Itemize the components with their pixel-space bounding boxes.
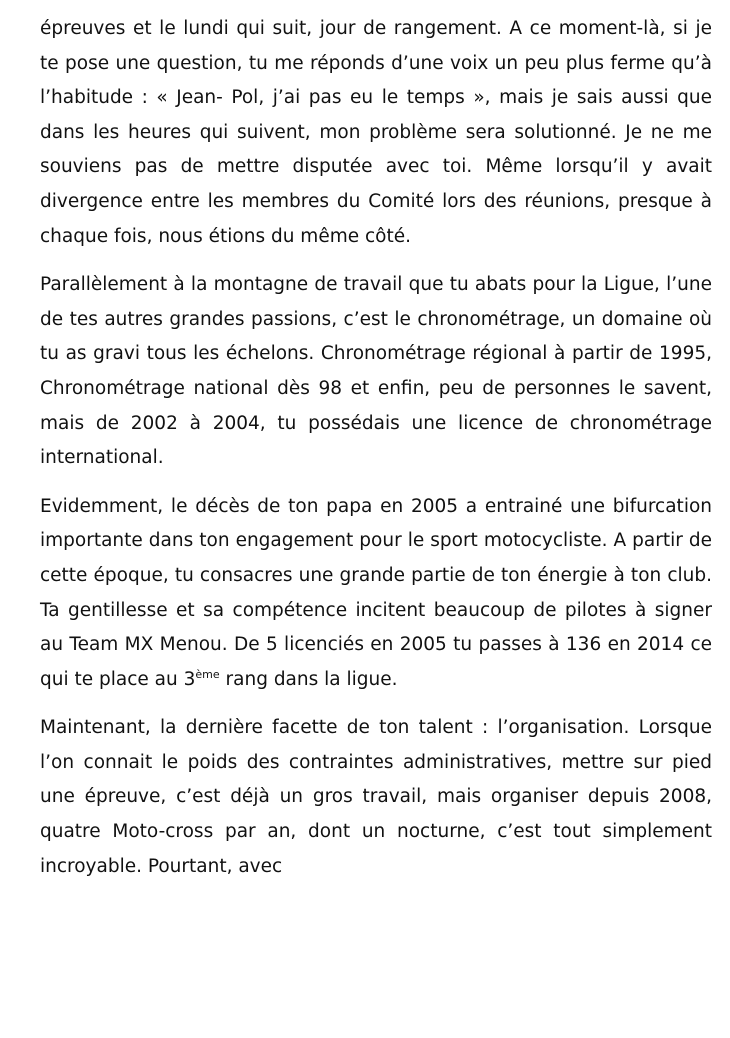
paragraph-3 bbox=[40, 490, 712, 698]
paragraph-3-text: Evidemment, le décès de ton papa en 2005 a entrainé une bifurcation importante dans ton engagement pour le sport motocycliste. A partir de cette époque, tu consacres une grande partie de ton énergie à ton club. Ta gentillesse et sa compétence incitent beaucoup de pilotes à signer au Team MX Menou. De 5 licenciés en 2005 tu passes à 136 en 2014 ce qui te place au 3 bbox=[40, 495, 712, 690]
paragraph-3-text-end: rang dans la ligue. bbox=[219, 668, 398, 690]
paragraph-4: Maintenant, la dernière facette de ton talent : l’organisation. Lorsque l’on connait le poids des contraintes administratives, mettre sur pied une épreuve, c’est déjà un gros travail, mais organiser depuis 2008, quatre Moto-cross par an, dont un nocturne, c’est tout simplement incroyable. Pourtant, avec bbox=[40, 717, 712, 877]
ordinal-superscript: ème bbox=[195, 667, 220, 681]
paragraph-2: Parallèlement à la montagne de travail que tu abats pour la Ligue, l’une de tes autres grandes passions, c’est le chronométrage, un domaine où tu as gravi tous les échelons. Chronométrage régional à partir de 1995, Chronométrage national dès 98 et enfin, peu de personnes le savent, mais de 2002 à 2004, tu possédais une licence de chronométrage international. bbox=[40, 274, 712, 469]
paragraph-1: épreuves et le lundi qui suit, jour de rangement. A ce moment-là, si je te pose une question, tu me réponds d’une voix un peu plus ferme qu’à l’habitude : « Jean- Pol, j’ai pas eu le temps », mais je sais aussi que dans les heures qui suivent, mon problème sera solutionné. Je ne me souviens pas de mettre disputée avec toi. Même lorsqu’il y avait divergence entre les membres du Comité lors des réunions, presque à chaque fois, nous étions du même côté. bbox=[40, 18, 712, 247]
document-page bbox=[40, 12, 712, 884]
